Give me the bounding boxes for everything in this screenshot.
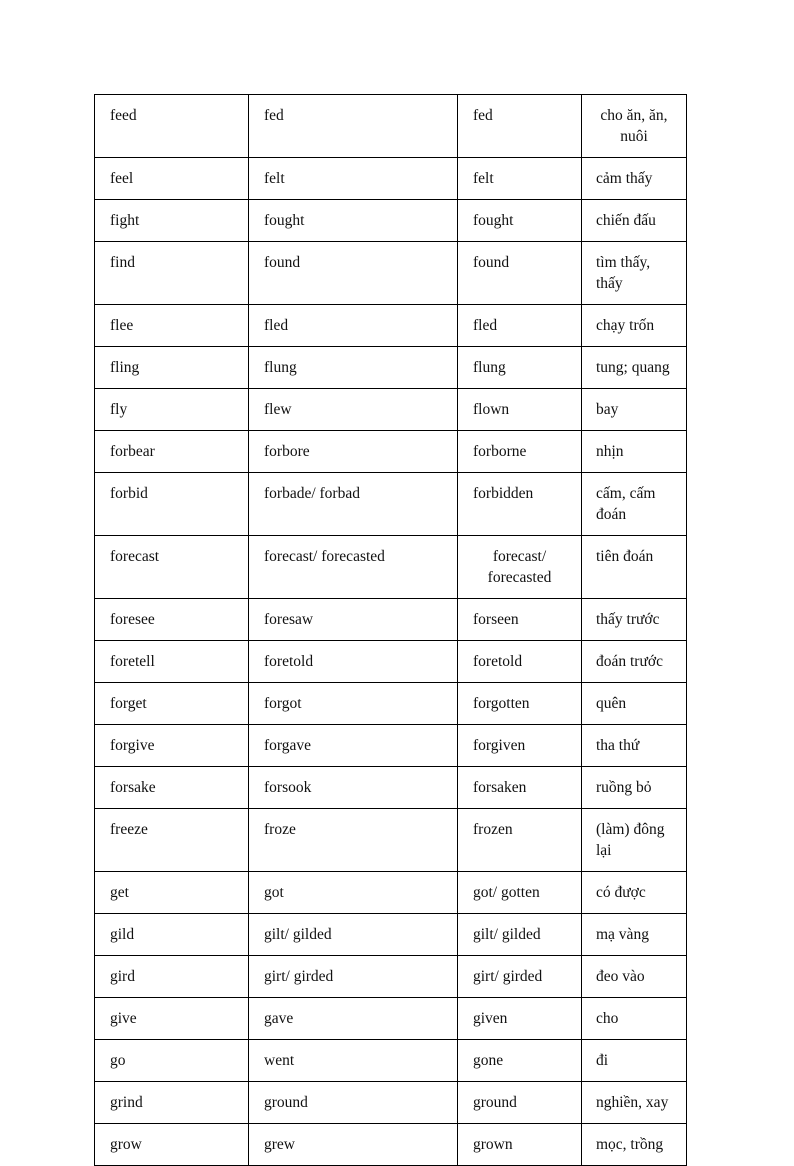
base-form-cell: feed (95, 95, 249, 158)
past-simple-cell: fought (249, 200, 458, 242)
past-participle-cell: foretold (458, 641, 582, 683)
meaning-cell: tìm thấy, thấy (582, 242, 687, 305)
base-form-cell: forget (95, 683, 249, 725)
past-simple-cell: forgave (249, 725, 458, 767)
meaning-cell: thấy trước (582, 599, 687, 641)
base-form-cell: fly (95, 389, 249, 431)
past-simple-cell: gave (249, 998, 458, 1040)
meaning-cell: bay (582, 389, 687, 431)
past-simple-cell: forbore (249, 431, 458, 473)
irregular-verbs-table (94, 94, 687, 1166)
table-row (95, 473, 687, 536)
base-form-cell: forbid (95, 473, 249, 536)
table-row (95, 1124, 687, 1166)
base-form-cell: fling (95, 347, 249, 389)
table-row (95, 956, 687, 998)
table-row (95, 914, 687, 956)
table-row (95, 305, 687, 347)
past-simple-cell: gilt/ gilded (249, 914, 458, 956)
past-participle-cell: grown (458, 1124, 582, 1166)
past-simple-cell: girt/ girded (249, 956, 458, 998)
meaning-cell: chiến đấu (582, 200, 687, 242)
past-participle-cell: felt (458, 158, 582, 200)
meaning-cell: nghiền, xay (582, 1082, 687, 1124)
past-simple-cell: forsook (249, 767, 458, 809)
past-participle-cell: ground (458, 1082, 582, 1124)
table-row (95, 200, 687, 242)
base-form-cell: forbear (95, 431, 249, 473)
table-row (95, 389, 687, 431)
meaning-cell: tha thứ (582, 725, 687, 767)
table-row (95, 431, 687, 473)
meaning-cell: có được (582, 872, 687, 914)
past-participle-cell: fled (458, 305, 582, 347)
meaning-cell: nhịn (582, 431, 687, 473)
table-body (95, 95, 687, 1166)
past-simple-cell: foretold (249, 641, 458, 683)
past-simple-cell: forgot (249, 683, 458, 725)
past-participle-cell: gone (458, 1040, 582, 1082)
table-row (95, 158, 687, 200)
base-form-cell: find (95, 242, 249, 305)
meaning-cell: đi (582, 1040, 687, 1082)
base-form-cell: feel (95, 158, 249, 200)
table-row (95, 725, 687, 767)
base-form-cell: forsake (95, 767, 249, 809)
meaning-cell: mạ vàng (582, 914, 687, 956)
base-form-cell: gild (95, 914, 249, 956)
meaning-cell: (làm) đông lại (582, 809, 687, 872)
past-participle-cell: forbidden (458, 473, 582, 536)
past-participle-cell: forseen (458, 599, 582, 641)
past-simple-cell: went (249, 1040, 458, 1082)
table-row (95, 1040, 687, 1082)
base-form-cell: get (95, 872, 249, 914)
meaning-cell: mọc, trồng (582, 1124, 687, 1166)
past-simple-cell: flew (249, 389, 458, 431)
table-row (95, 767, 687, 809)
past-participle-cell: forborne (458, 431, 582, 473)
base-form-cell: forgive (95, 725, 249, 767)
meaning-cell: đeo vào (582, 956, 687, 998)
meaning-cell: quên (582, 683, 687, 725)
base-form-cell: forecast (95, 536, 249, 599)
table-row (95, 641, 687, 683)
past-participle-cell: fed (458, 95, 582, 158)
past-participle-cell: got/ gotten (458, 872, 582, 914)
table-row (95, 599, 687, 641)
base-form-cell: foresee (95, 599, 249, 641)
past-simple-cell: forbade/ forbad (249, 473, 458, 536)
past-participle-cell: forgiven (458, 725, 582, 767)
base-form-cell: fight (95, 200, 249, 242)
meaning-cell: tiên đoán (582, 536, 687, 599)
base-form-cell: gird (95, 956, 249, 998)
past-participle-cell: forsaken (458, 767, 582, 809)
past-simple-cell: fed (249, 95, 458, 158)
past-simple-cell: flung (249, 347, 458, 389)
meaning-cell: cho ăn, ăn, nuôi (582, 95, 687, 158)
past-participle-cell: flung (458, 347, 582, 389)
table-row (95, 536, 687, 599)
past-participle-cell: found (458, 242, 582, 305)
base-form-cell: go (95, 1040, 249, 1082)
past-simple-cell: felt (249, 158, 458, 200)
table-row (95, 872, 687, 914)
past-simple-cell: got (249, 872, 458, 914)
past-participle-cell: flown (458, 389, 582, 431)
past-participle-cell: frozen (458, 809, 582, 872)
past-participle-cell: fought (458, 200, 582, 242)
base-form-cell: give (95, 998, 249, 1040)
table-row (95, 95, 687, 158)
table-row (95, 347, 687, 389)
meaning-cell: tung; quang (582, 347, 687, 389)
meaning-cell: cảm thấy (582, 158, 687, 200)
base-form-cell: grind (95, 1082, 249, 1124)
past-participle-cell: gilt/ gilded (458, 914, 582, 956)
past-simple-cell: froze (249, 809, 458, 872)
table-row (95, 998, 687, 1040)
base-form-cell: grow (95, 1124, 249, 1166)
past-simple-cell: grew (249, 1124, 458, 1166)
past-simple-cell: foresaw (249, 599, 458, 641)
table-row (95, 809, 687, 872)
past-participle-cell: forecast/ forecasted (458, 536, 582, 599)
meaning-cell: chạy trốn (582, 305, 687, 347)
past-participle-cell: given (458, 998, 582, 1040)
past-participle-cell: girt/ girded (458, 956, 582, 998)
past-simple-cell: forecast/ forecasted (249, 536, 458, 599)
base-form-cell: freeze (95, 809, 249, 872)
meaning-cell: ruồng bỏ (582, 767, 687, 809)
base-form-cell: flee (95, 305, 249, 347)
table-row (95, 683, 687, 725)
table-row (95, 242, 687, 305)
past-simple-cell: ground (249, 1082, 458, 1124)
past-participle-cell: forgotten (458, 683, 582, 725)
base-form-cell: foretell (95, 641, 249, 683)
past-simple-cell: found (249, 242, 458, 305)
meaning-cell: cấm, cấm đoán (582, 473, 687, 536)
past-simple-cell: fled (249, 305, 458, 347)
meaning-cell: cho (582, 998, 687, 1040)
meaning-cell: đoán trước (582, 641, 687, 683)
table-row (95, 1082, 687, 1124)
